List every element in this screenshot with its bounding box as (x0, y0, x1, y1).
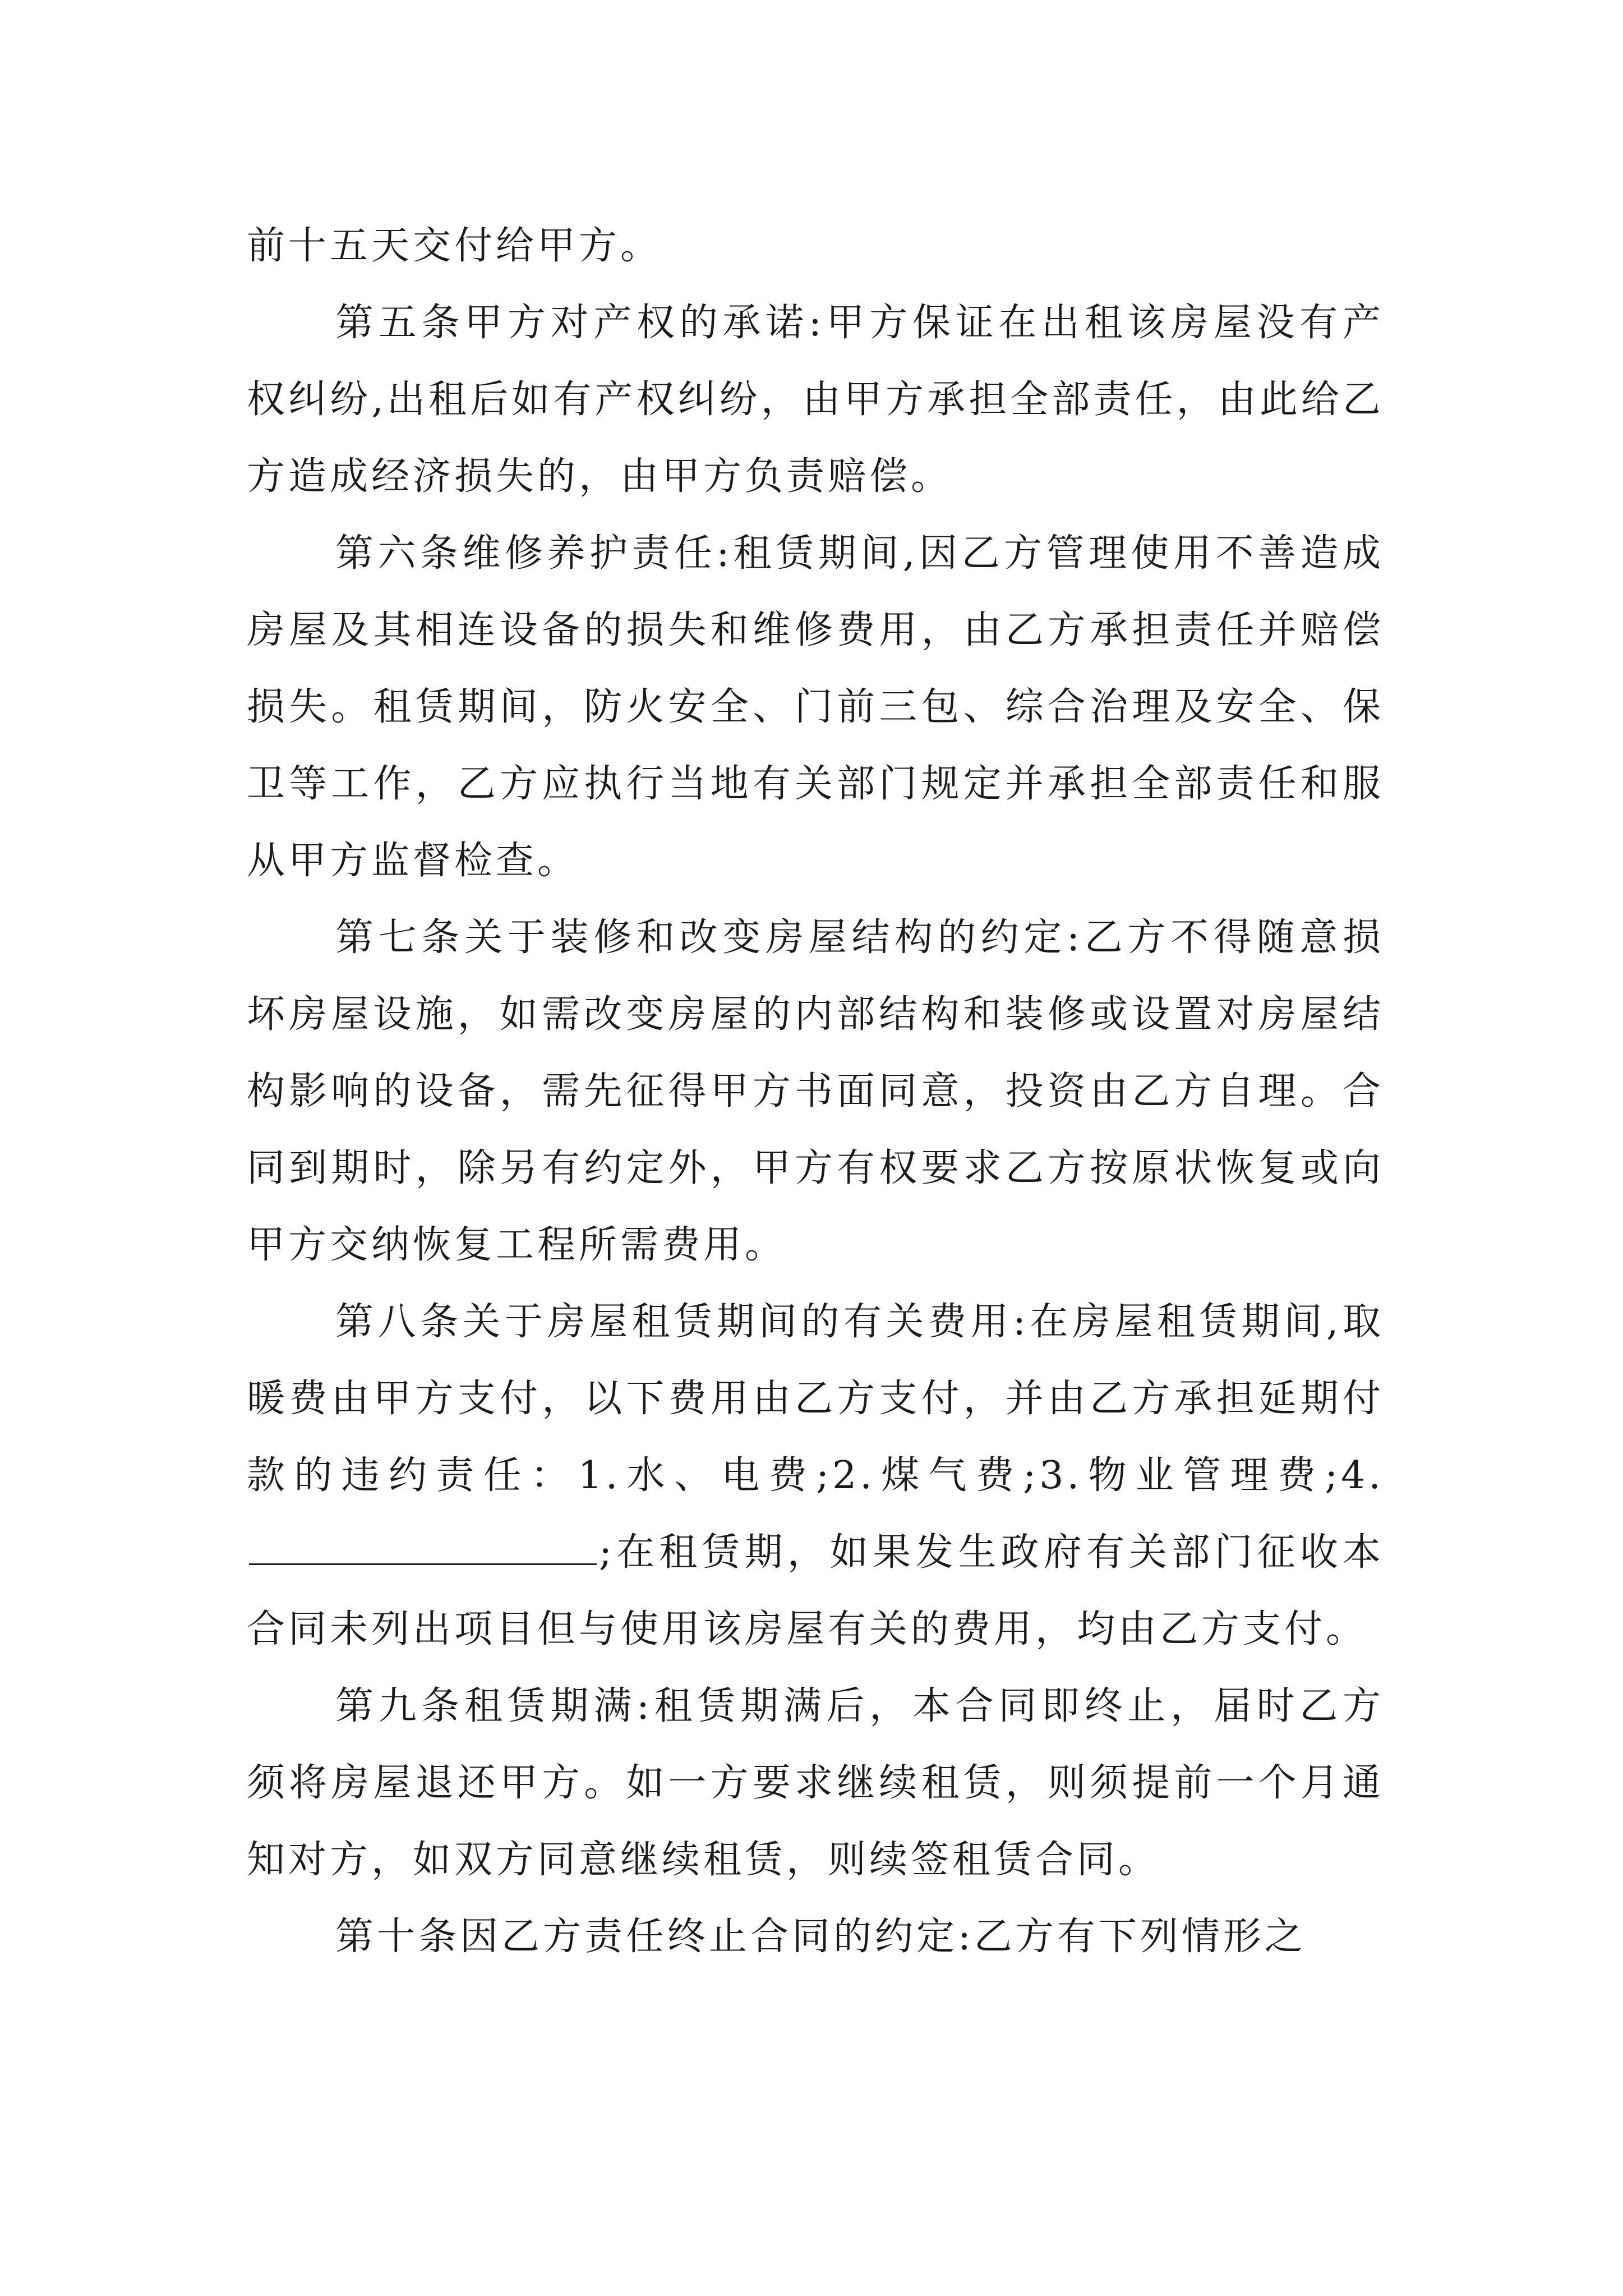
document-body (247, 208, 1384, 1975)
paragraph-article-7: 第七条关于装修和改变房屋结构的约定:乙方不得随意损坏房屋设施，如需改变房屋的内部结构和装修或设置对房屋结构影响的设备，需先征得甲方书面同意，投资由乙方自理。合同到期时，除另有约定外，甲方有权要求乙方按原状恢复或向甲方交纳恢复工程所需费用。 (247, 915, 1384, 1267)
fill-in-blank-line (249, 1563, 597, 1565)
paragraph-article-8 (247, 1283, 1384, 1668)
paragraph-article-9: 第九条租赁期满:租赁期满后，本合同即终止，届时乙方须将房屋退还甲方。如一方要求继续租赁，则须提前一个月通知对方，如双方同意继续租赁，则续签租赁合同。 (247, 1684, 1384, 1882)
paragraph-article-6: 第六条维修养护责任:租赁期间,因乙方管理使用不善造成房屋及其相连设备的损失和维修费用，由乙方承担责任并赔偿损失。租赁期间，防火安全、门前三包、综合治理及安全、保卫等工作，乙方应执行当地有关部门规定并承担全部责任和服从甲方监督检查。 (247, 531, 1384, 883)
paragraph-article-10: 第十条因乙方责任终止合同的约定:乙方有下列情形之 (335, 1915, 1306, 1959)
paragraph-article-5: 第五条甲方对产权的承诺:甲方保证在出租该房屋没有产权纠纷,出租后如有产权纠纷，由甲方承担全部责任，由此给乙方造成经济损失的，由甲方负责赔偿。 (247, 301, 1384, 499)
paragraph-continuation: 前十五天交付给甲方。 (247, 224, 662, 268)
article-8-text-before-blank: 第八条关于房屋租赁期间的有关费用:在房屋租赁期间,取暖费由甲方支付，以下费用由乙方支付，并由乙方承担延期付款的违约责任：1.水、电费;2.煤气费;3.物业管理费;4. (247, 1300, 1384, 1498)
article-8-text-after-blank: ;在租赁期，如果发生政府有关部门征收本合同未列出项目但与使用该房屋有关的费用，均由乙方支付。 (247, 1530, 1384, 1651)
